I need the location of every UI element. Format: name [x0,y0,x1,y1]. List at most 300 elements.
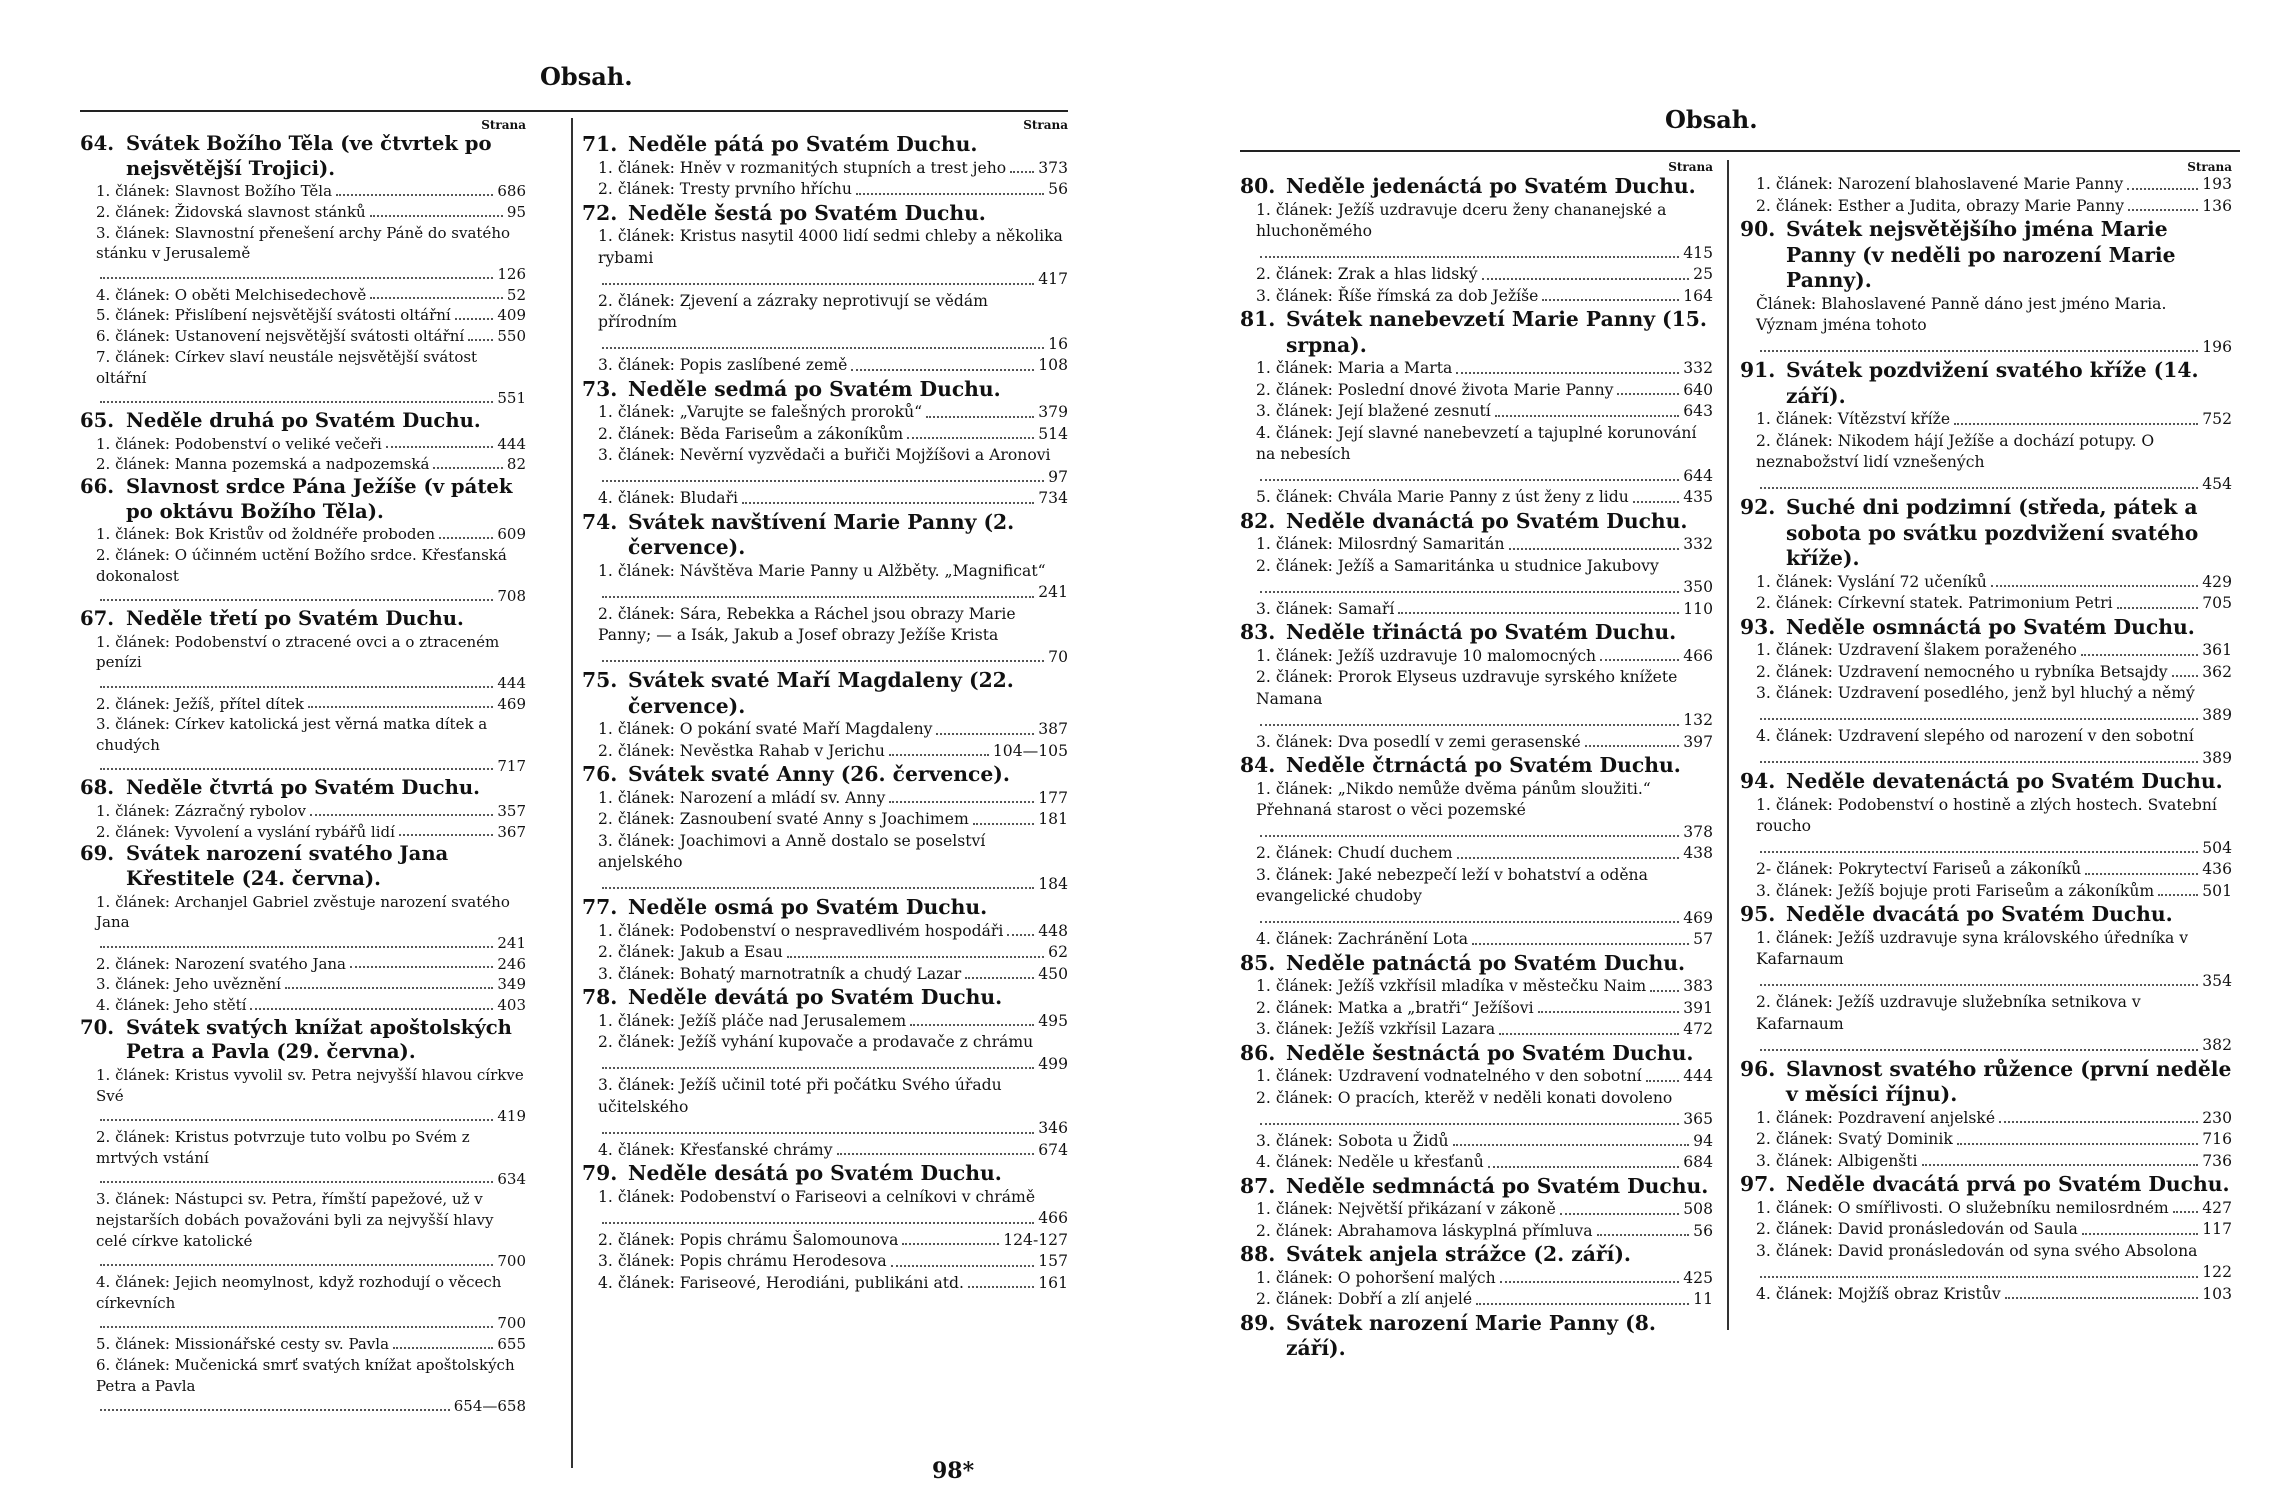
article-text [1256,286,1538,308]
article-label: 7. článek: [96,347,170,366]
article-label: 1. článek: [1756,641,1833,659]
article-text [1256,1131,1449,1153]
header-rule [80,110,1068,112]
toc-column [1240,160,1713,1362]
article-title: Dobří a zlí anjelé [1337,1290,1473,1308]
dot-leader [100,1251,493,1266]
article-title: Kristus nasytil 4000 lidí sedmi chleby a několika rybami [598,227,1063,267]
article-title: Maria a Marta [1337,359,1453,377]
article-title: Matka a „bratři“ Ježíšovi [1337,998,1534,1017]
dot-leader [2117,593,2199,609]
article-title: Zasnoubení svaté Anny s Joachimem [679,810,969,828]
toc-article [1240,1289,1713,1311]
article-leader-line [451,305,526,326]
page-ref: 514 [1038,424,1068,443]
article-text [598,1230,898,1252]
article-text [1256,929,1468,951]
dot-leader [1476,1289,1689,1305]
page-ref: 640 [1683,380,1713,399]
article-body [1756,683,2232,726]
page-ref: 164 [1683,286,1713,305]
article-text [598,291,1068,334]
article-title: Bok Kristův od žoldnéře proboden [174,525,436,544]
page-ref: 508 [1683,1200,1713,1218]
article-leader-line [1003,921,1068,943]
article-title: Vyvolení a vyslání rybářů lidí [174,822,395,841]
toc-article [80,1272,526,1334]
article-leader-line [96,388,526,409]
toc-article [582,179,1068,201]
article-label: 1. článek: [598,403,675,421]
toc-article [80,954,526,975]
article-label: 2. článek: [96,202,170,221]
article-text [1756,294,2232,337]
article-leader-line [885,741,1068,763]
article-label: Článek: [1756,294,1817,313]
column-divider [571,118,573,1468]
article-body [96,347,526,409]
article-body [1256,599,1713,621]
article-label: 1. článek: [598,921,675,940]
article-leader-line [598,874,1068,896]
article-leader-line [1496,1268,1713,1290]
article-body [598,1032,1068,1075]
page-ref: 122 [2202,1263,2232,1281]
toc-article [582,1032,1068,1075]
article-label: 1. článek: [96,182,170,201]
article-leader-line [395,822,526,843]
article-title: Podobenství o hostině a zlých hostech. Svatební roucho [1756,795,2217,835]
dot-leader [468,326,493,341]
dot-leader [1597,1221,1690,1237]
article-label: 4. článek: [1256,930,1333,948]
section-heading [1240,1242,1713,1268]
dot-leader [336,181,493,196]
article-leader-line [382,434,526,455]
article-label: 1. článek: [1756,795,1833,814]
toc-article [1740,662,2232,684]
article-text [1256,264,1478,286]
article-text [1756,640,2077,662]
section-title: Neděle pátá po Svatém Duchu. [628,132,978,156]
toc-article [1240,423,1713,488]
article-title: Popis zaslíbené země [679,356,848,374]
article-leader-line [429,454,526,475]
page-ref: 82 [506,455,526,474]
article-body [1756,1151,2232,1173]
toc-article [582,1273,1068,1295]
dot-leader [100,1106,493,1121]
article-text [598,561,1046,583]
article-text [1756,1151,1918,1173]
article-body [96,974,526,995]
page-ref: 609 [497,525,526,544]
article-leader-line [852,179,1068,201]
page-ref: 126 [497,265,526,283]
dot-leader [1010,158,1034,174]
page-ref: 469 [1683,908,1713,927]
article-body [1256,646,1713,668]
toc-article [1740,928,2232,993]
article-title: Ježíš vzkřísil Lazara [1337,1020,1496,1038]
article-text [1256,998,1534,1020]
article-text [598,424,903,446]
article-leader-line [1256,908,1713,930]
article-text [96,974,281,995]
toc-section [582,1161,1068,1294]
toc-article [582,964,1068,986]
section-number: 73. [582,376,618,401]
page-ref: 469 [497,694,526,713]
article-body [598,445,1068,488]
article-text [1256,1019,1495,1041]
dot-leader [910,1011,1034,1027]
article-text [96,694,304,715]
article-leader-line [1596,646,1713,668]
article-leader-line [903,424,1068,446]
article-body [1756,1284,2232,1306]
dot-leader [433,454,502,469]
article-leader-line [246,995,526,1016]
article-label: 1. článek: [598,720,675,738]
dot-leader [602,874,1034,890]
article-leader-line [2078,1219,2232,1241]
toc-article [582,788,1068,810]
section-number: 97. [1740,1172,1776,1196]
article-body [1756,795,2232,860]
section-number: 74. [582,509,618,534]
dot-leader [285,974,493,989]
article-label: 1. článek: [598,1187,675,1206]
toc-article [1740,1108,2232,1130]
article-text [96,347,526,388]
article-body [1756,572,2232,594]
toc-article [1240,286,1713,308]
article-body [598,1011,1068,1033]
toc-article [582,561,1068,604]
article-text [1256,1289,1472,1311]
article-label: 4. článek: [1756,727,1833,745]
section-number: 82. [1240,508,1276,533]
article-label: 2. článek: [1256,265,1333,283]
section-number: 95. [1740,902,1776,926]
article-body [96,326,526,347]
article-text [96,202,366,223]
article-text [598,1011,906,1033]
dot-leader [1650,976,1679,992]
article-text [598,1140,833,1162]
article-text [1756,572,1987,594]
section-title: Neděle jedenáctá po Svatém Duchu. [1286,174,1696,198]
article-body [598,291,1068,356]
toc-article [1740,1151,2232,1173]
dot-leader [100,1396,450,1411]
section-heading [582,1161,1068,1187]
article-label: 1. článek: [1256,535,1333,553]
article-body [1256,423,1713,488]
article-leader-line [2077,640,2232,662]
page-ref: 397 [1683,732,1713,751]
article-leader-line [1478,264,1713,286]
toc-section [1240,509,1713,621]
article-title: Ježíš pláče nad Jerusalemem [679,1011,907,1030]
section-heading [80,475,526,524]
page-ref: 700 [497,1314,526,1333]
article-label: 3. článek: [96,223,170,242]
article-leader-line [96,933,526,954]
article-label: 1. článek: [598,561,675,580]
article-label: 6. článek: [96,327,170,346]
article-body [96,285,526,306]
article-title: Neděle u křesťanů [1337,1153,1484,1171]
toc-article [1740,683,2232,726]
article-text [598,831,1068,874]
article-body [1256,1131,1713,1153]
article-leader-line [1756,748,2232,770]
article-text [1756,431,2232,474]
page-ref: 108 [1038,356,1068,374]
toc-article [582,741,1068,763]
toc-article [582,402,1068,424]
section-title: Neděle šestnáctá po Svatém Duchu. [1286,1040,1694,1065]
dot-leader [889,741,989,757]
dot-leader [602,334,1044,350]
article-text [96,545,526,586]
article-leader-line [847,355,1068,377]
article-leader-line [598,1118,1068,1140]
section-number: 93. [1740,614,1776,639]
article-label: 3. článek: [598,1252,675,1270]
article-text [598,445,1051,467]
toc-article [1240,843,1713,865]
toc-article [582,291,1068,356]
article-text [598,488,738,510]
article-text [1756,928,2232,971]
article-text [96,223,526,264]
article-body [1756,1198,2232,1220]
article-label: 2. článek: [598,180,675,198]
page-ref: 246 [497,954,526,973]
dot-leader [1007,921,1034,937]
article-text [96,434,382,455]
article-title: Jakub a Esau [679,943,783,961]
article-body [598,424,1068,446]
article-title: Slavnost Božího Těla [174,182,333,201]
article-body [598,1251,1068,1273]
page-number: 98* [932,1458,975,1484]
article-label: 3. článek: [1756,684,1833,702]
toc-article [80,223,526,285]
dot-leader [310,801,493,816]
article-body [96,1127,526,1189]
article-leader-line [96,264,526,285]
dot-leader [393,1334,493,1349]
dot-leader [1260,1109,1679,1125]
dot-leader [1760,838,2198,854]
section-heading [80,132,526,181]
page-ref: 419 [497,1107,526,1126]
section-title: Neděle patnáctá po Svatém Duchu. [1286,950,1686,975]
section-title: Neděle třetí po Svatém Duchu. [126,606,464,630]
article-title: Její slavné nanebevzetí a tajuplné korunování na nebesích [1256,423,1697,463]
toc-section [1740,495,2232,615]
page-ref: 378 [1683,822,1713,841]
section-number: 88. [1240,1242,1276,1266]
article-leader-line [885,788,1068,810]
page-ref: 436 [2202,860,2232,878]
toc-article [80,801,526,822]
page-ref: 379 [1038,403,1068,421]
toc-article [1240,599,1713,621]
dot-leader [1600,646,1679,662]
toc-article [1240,667,1713,732]
page-ref: 241 [497,934,526,953]
section-heading [1240,951,1713,977]
toc-article [80,305,526,326]
article-text [1256,423,1713,466]
article-body [1256,779,1713,844]
article-title: Missionářské cesty sv. Pavla [174,1335,390,1354]
toc-article [1240,1268,1713,1290]
dot-leader [1760,748,2198,764]
article-label: 3. článek: [1256,1020,1333,1038]
toc-article [582,424,1068,446]
page-ref: 472 [1683,1020,1713,1038]
article-leader-line [96,1169,526,1190]
page-ref: 403 [497,996,526,1015]
section-number: 79. [582,1161,618,1185]
article-leader-line [96,673,526,694]
page-ref: 349 [497,975,526,994]
article-label: 4. článek: [96,1273,170,1292]
toc-article [1240,1066,1713,1088]
article-body [1256,1066,1713,1088]
toc-article [1240,380,1713,402]
section-title: Svátek navštívení Marie Panny (2. července). [628,509,1015,559]
dot-leader [1999,1108,2198,1124]
article-text [1256,358,1452,380]
section-title: Neděle druhá po Svatém Duchu. [126,408,481,432]
article-title: Podobenství o veliké večeři [174,434,382,453]
article-body [1256,264,1713,286]
article-label: 2. článek: [598,1033,675,1051]
article-title: Milosrdný Samaritán [1337,535,1505,553]
page-ref: 391 [1683,998,1713,1017]
section-number: 77. [582,895,618,919]
dot-leader [602,1054,1034,1070]
section-number: 68. [80,776,115,800]
article-label: 1. článek: [598,158,675,177]
section-number: 72. [582,200,618,225]
page-ref: 136 [2202,196,2232,215]
toc-article [80,995,526,1016]
article-label: 1. článek: [1756,410,1833,428]
toc-article [582,604,1068,669]
toc-article [80,1127,526,1189]
article-label: 2. článek: [96,954,170,973]
article-body [598,488,1068,510]
toc-article [1740,196,2232,218]
article-leader-line [969,809,1068,831]
article-label: 2. článek: [598,291,675,310]
article-text [1256,200,1713,243]
article-label: 2. článek: [598,741,675,760]
section-number: 87. [1240,1173,1276,1198]
page-ref: 361 [2202,641,2232,659]
article-label: 3. článek: [598,356,675,374]
article-body [598,355,1068,377]
article-title: Joachimovi a Anně dostalo se poselství anjelského [598,831,986,871]
toc-article [1740,726,2232,769]
article-text [96,1189,526,1251]
article-text [1256,843,1453,865]
article-label: 3. článek: [1256,599,1333,618]
dot-leader [1954,409,2198,425]
article-title: O oběti Melchisedechově [174,285,367,304]
article-leader-line [1538,286,1713,308]
toc-article [80,632,526,694]
article-body [1256,401,1713,423]
dot-leader [1957,1129,2198,1145]
section-title: Suché dni podzimní (středa, pátek a sobota po svátku pozdvižení svatého kříže). [1786,495,2199,570]
toc-article [582,1011,1068,1033]
article-body [1256,534,1713,556]
section-heading [1740,902,2232,928]
article-title: O smířlivosti. O služebníku nemilosrdném [1837,1198,2169,1217]
dot-leader [1991,572,2198,588]
article-text [96,1355,526,1396]
page-ref: 97 [1048,467,1068,486]
dot-leader [399,822,493,837]
article-body [1256,732,1713,754]
article-label: 1. článek: [1256,1200,1333,1218]
article-leader-line [964,1273,1068,1295]
article-text [96,954,346,975]
article-text [96,632,526,673]
article-body [1756,640,2232,662]
toc-section [80,475,526,607]
article-leader-line [281,974,526,995]
dot-leader [1260,908,1679,924]
article-text [598,1075,1068,1118]
toc-article [1240,732,1713,754]
article-text [1256,401,1491,423]
section-heading [80,1016,526,1065]
page-ref: 373 [1038,158,1068,177]
article-title: Říše římská za dob Ježíše [1337,286,1539,305]
article-leader-line [1756,838,2232,860]
toc-article [582,445,1068,488]
article-title: Samaří [1337,599,1395,618]
article-title: Dva posedlí v zemi gerasenské [1337,732,1581,751]
article-leader-line [96,1313,526,1334]
article-text [1256,1066,1642,1088]
dot-leader [1646,1066,1680,1082]
toc-section [1740,615,2232,770]
dot-leader [742,488,1034,504]
article-leader-line [598,467,1068,489]
article-body [1756,294,2232,359]
section-heading [1240,1311,1713,1362]
article-leader-line [1449,1131,1713,1153]
article-leader-line [1484,1152,1713,1174]
toc-article [1240,865,1713,930]
dot-leader [2005,1284,2199,1300]
article-text [96,822,395,843]
dot-leader [2082,1219,2198,1235]
article-label: 3. článek: [1756,1151,1833,1170]
article-body [1756,1129,2232,1151]
